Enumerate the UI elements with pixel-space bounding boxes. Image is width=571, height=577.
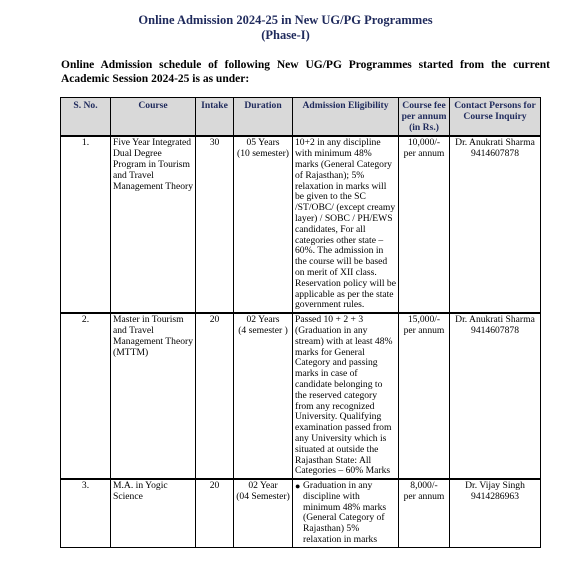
cell-contact xyxy=(450,136,541,313)
cell-contact xyxy=(450,479,541,547)
page-title xyxy=(0,13,571,43)
header-sno: S. No. xyxy=(61,98,111,137)
duration-years: 02 Year xyxy=(248,480,278,492)
header-duration: Duration xyxy=(234,98,293,137)
bullet-icon: ● xyxy=(295,481,301,492)
fee-amount: 15,000/- xyxy=(407,314,441,326)
cell-duration xyxy=(234,479,293,547)
eligibility-bullet-item xyxy=(295,481,396,546)
cell-eligibility: 10+2 in any discipline with minimum 48% marks (General Category of Rajasthan); 5% relaxation in marks will be given to the SC /ST/OBC/ (except creamy layer) / SOBC / PH/EWS candidates, For all categories other state – 60%. The admission in the course will be based on merit of XII class. Reservation policy will be applicable as per the state government rules. xyxy=(293,136,399,313)
table-row xyxy=(61,136,541,313)
header-eligibility: Admission Eligibility xyxy=(293,98,399,137)
duration-years: 05 Years xyxy=(246,137,280,149)
admission-schedule-table xyxy=(60,97,541,548)
title-line-1: Online Admission 2024-25 in New UG/PG Programmes xyxy=(138,13,433,27)
fee-amount: 10,000/- xyxy=(407,137,441,149)
fee-period: per annum xyxy=(403,490,445,502)
table-header-row xyxy=(61,98,541,137)
title-line-2: (Phase-I) xyxy=(261,28,310,42)
fee-period: per annum xyxy=(403,324,445,336)
cell-contact xyxy=(450,313,541,479)
contact-phone: 9414286963 xyxy=(471,490,519,502)
duration-semesters: (10 semester) xyxy=(237,148,289,160)
cell-course: Five Year Integrated Dual Degree Program in Tourism and Travel Management Theory xyxy=(111,136,196,313)
cell-sno: 3. xyxy=(61,479,111,547)
cell-fee xyxy=(399,479,450,547)
cell-intake: 20 xyxy=(196,313,234,479)
cell-intake: 30 xyxy=(196,136,234,313)
cell-duration xyxy=(234,136,293,313)
header-contact: Contact Persons for Course Inquiry xyxy=(450,98,541,137)
contact-phone: 9414607878 xyxy=(471,148,519,160)
duration-semesters: (4 semester ) xyxy=(238,324,288,336)
cell-fee xyxy=(399,313,450,479)
cell-fee xyxy=(399,136,450,313)
cell-course: Master in Tourism and Travel Management Theory (MTTM) xyxy=(111,313,196,479)
fee-amount: 8,000/- xyxy=(410,480,438,492)
contact-name: Dr. Anukrati Sharma xyxy=(455,137,535,149)
cell-eligibility: Passed 10 + 2 + 3 (Graduation in any stream) with at least 48% marks for General Category and passing marks in case of candidate belonging to the reserved category from any recognized University. Qualifying examination passed from any University which is situated at outside the Rajasthan State: All Categories – 60% Marks xyxy=(293,313,399,479)
header-intake: Intake xyxy=(196,98,234,137)
cell-eligibility xyxy=(293,479,399,547)
table-row xyxy=(61,313,541,479)
contact-name: Dr. Anukrati Sharma xyxy=(455,314,535,326)
table-row xyxy=(61,479,541,547)
header-course: Course xyxy=(111,98,196,137)
cell-sno: 2. xyxy=(61,313,111,479)
eligibility-text: Graduation in any discipline with minimum 48% marks (General Category of Rajasthan) 5% relaxation in marks xyxy=(303,480,387,546)
intro-paragraph: Online Admission schedule of following New UG/PG Programmes started from the current Academic Session 2024-25 is as under: xyxy=(61,59,550,85)
contact-phone: 9414607878 xyxy=(471,324,519,336)
cell-intake: 20 xyxy=(196,479,234,547)
duration-semesters: (04 Semester) xyxy=(236,490,290,502)
cell-duration xyxy=(234,313,293,479)
contact-name: Dr. Vijay Singh xyxy=(465,480,525,492)
cell-course: M.A. in Yogic Science xyxy=(111,479,196,547)
fee-period: per annum xyxy=(403,148,445,160)
cell-sno: 1. xyxy=(61,136,111,313)
duration-years: 02 Years xyxy=(246,314,280,326)
header-fee: Course fee per annum (in Rs.) xyxy=(399,98,450,137)
